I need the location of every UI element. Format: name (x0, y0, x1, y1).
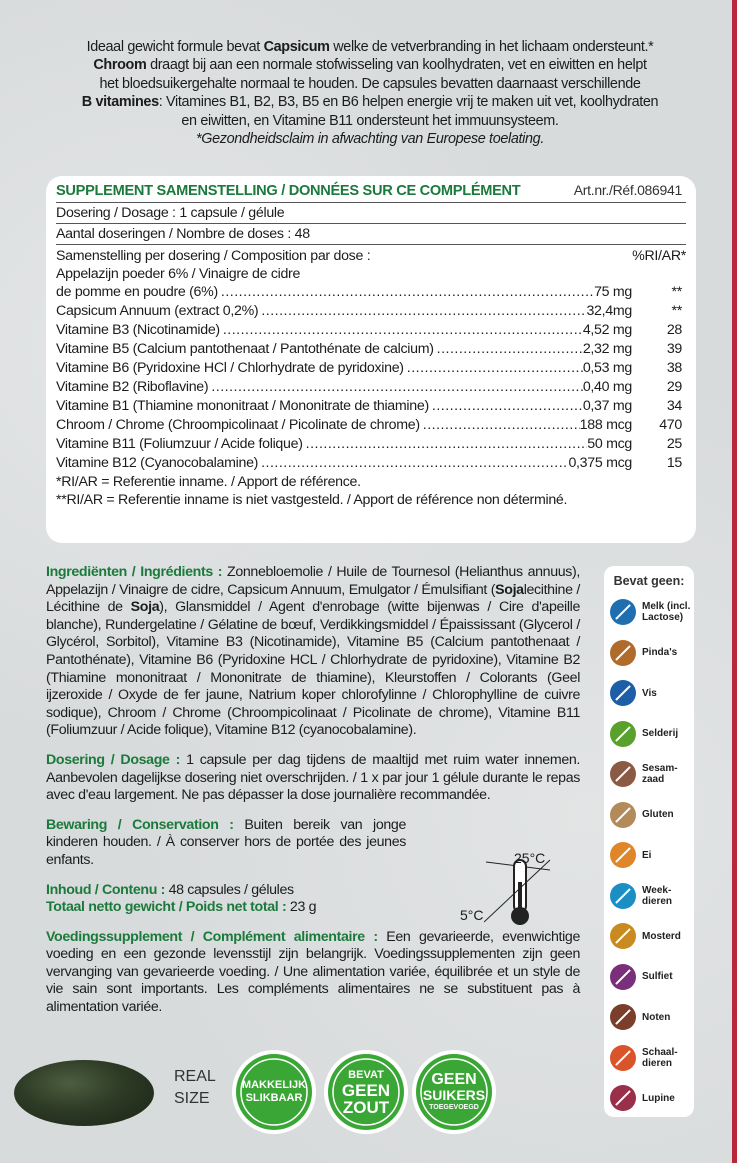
intro-text: Ideaal gewicht formule bevat Capsicum welke de vetverbranding in het lichaam ondersteunt.* Chroom draagt bij aan een normale stofwisseling van koolhydraten, vet en eiwitten en helpt het bloedsuikergehalte normaal te houden. De capsules bevatten daarnaast verschillende B vitamines: Vitamines B1, B2, B3, B5 en B6 helpen energie vrij te maken uit vet, koolhydraten en eiwitten, en Vitamine B11 ondersteunt het immuunsysteem. *Gezondheidsclaim in afwachting van Europese toelating. (81, 39, 659, 148)
nutrient-amount: 0,375 mcg (568, 455, 632, 471)
allergen-item (604, 835, 694, 876)
nutrient-row (56, 435, 686, 454)
allergen-item (604, 714, 694, 755)
allergen-label: Noten (642, 1011, 671, 1023)
allergen-label: Lupine (642, 1092, 675, 1104)
nutrient-amount: 0,53 mg (582, 360, 632, 376)
nutrient-name: Vitamine B12 (Cyanocobalamine) ..... (56, 454, 568, 473)
nutrient-ri: 29 (666, 379, 682, 395)
allergen-label: Sulfiet (642, 971, 673, 983)
doses-row: Aantal doseringen / Nombre de doses : 48 (56, 226, 310, 242)
nutrient-name: Vitamine B1 (Thiamine mononitraat / Mononitrate de thiamine) ..... (56, 397, 583, 416)
allergen-free-icon (610, 640, 636, 666)
allergen-item (604, 633, 694, 674)
allergen-item (604, 754, 694, 795)
nutrient-amount: 50 mcg (587, 436, 632, 452)
nutrient-name: Vitamine B11 (Foliumzuur / Acide folique) ..... (56, 435, 587, 454)
allergen-free-icon (610, 1004, 636, 1030)
allergen-free-icon (610, 1085, 636, 1111)
nutrient-name: Chroom / Chrome (Chroompicolinaat / Picolinate de chrome) ..... (56, 416, 580, 435)
allergen-label: Pinda's (642, 647, 678, 659)
nutrient-ri: 25 (666, 436, 682, 452)
min-temperature: 5°C (460, 907, 484, 923)
allergen-free-icon (610, 964, 636, 990)
nutrient-row (56, 454, 686, 473)
nutrient-row (56, 283, 686, 302)
badge-easy-swallow: MAKKELIJK SLIKBAAR (230, 1048, 318, 1136)
allergen-item (604, 997, 694, 1038)
storage-block: Bewaring / Conservation : Buiten bereik van jonge kinderen houden. / À conserver hors de portée des jeunes enfants. (46, 816, 406, 868)
allergen-label: Week-dieren (642, 884, 673, 907)
max-temperature: 25°C (514, 850, 546, 866)
allergen-free-icon (610, 1045, 636, 1071)
ingredients-section (46, 564, 580, 1029)
allergen-item (604, 673, 694, 714)
nutrient-ri: 39 (666, 341, 682, 357)
apple-vinegar-line: Appelazijn poeder 6% / Vinaigre de cidre (56, 266, 301, 282)
allergen-free-icon (610, 923, 636, 949)
nutrient-amount: 75 mg (594, 284, 632, 300)
allergen-item (604, 957, 694, 998)
allergen-item (604, 795, 694, 836)
allergen-label: Schaal-dieren (642, 1046, 678, 1069)
allergen-free-icon (610, 680, 636, 706)
allergen-free-icon (610, 802, 636, 828)
nutrient-ri: 15 (666, 455, 682, 471)
allergen-label: Gluten (642, 809, 674, 821)
badge-no-added-sugar: GEEN SUIKERS TOEGEVOEGD (410, 1048, 498, 1136)
nutrient-row (56, 302, 686, 321)
dosage-block: Dosering / Dosage : 1 capsule per dag tijdens de maaltijd met ruim water innemen. Aanbevolen dagelijkse dosering niet overschrijden. / 1 x par jour 1 gélule durante le repas avec d'eau largement. Ne pas dépasser la dose journalière recommandée. (46, 751, 580, 804)
thermometer-icon (460, 850, 554, 935)
article-number: Art.nr./Réf.086941 (573, 182, 682, 198)
nutrient-ri: 28 (666, 322, 682, 338)
nutrient-ri: 470 (659, 417, 682, 433)
nutrient-amount: 188 mcg (579, 417, 632, 433)
nutrient-row (56, 397, 686, 416)
composition-header: Samenstelling per dosering / Composition par dose : %RI/AR* (56, 248, 686, 264)
content-block: Inhoud / Contenu : 48 capsules / gélules Totaal netto gewicht / Poids net total : 23 g (46, 881, 317, 916)
dosage-row: Dosering / Dosage : 1 capsule / gélule (56, 205, 285, 221)
nutrient-amount: 4,52 mg (582, 322, 632, 338)
nutrient-row (56, 340, 686, 359)
allergen-label: Melk (incl. Lactose) (642, 601, 691, 624)
nutrient-table (56, 283, 686, 473)
nutrient-name: Vitamine B3 (Nicotinamide) ..... (56, 321, 583, 340)
supplement-block: Voedingssupplement / Complément alimentaire : Een gevarieerde, evenwichtige voeding en een gezonde levensstijl zijn belangrijk. Voedingssupplementen zijn geen vervanging van gevarieerde voeding. / Une alimentation variée, équilibrée et un style de vie sain sont importants. Les compléments alimentaires ne se substituent pas à alimentation variée. (46, 928, 580, 1016)
nutrient-ri: 34 (666, 398, 682, 414)
nutrient-ri: 38 (666, 360, 682, 376)
allergen-box (604, 566, 694, 1117)
allergen-item (604, 1038, 694, 1079)
allergen-label: Sesam-zaad (642, 763, 678, 786)
allergen-item (604, 1078, 694, 1119)
allergen-item (604, 876, 694, 917)
capsule-image (14, 1060, 154, 1126)
nutrient-ri: ** (671, 284, 682, 300)
allergen-item (604, 916, 694, 957)
nutrient-row (56, 359, 686, 378)
allergen-label: Vis (642, 687, 657, 699)
nutrient-row (56, 416, 686, 435)
nutrient-amount: 2,32 mg (582, 341, 632, 357)
nutrient-name: de pomme en poudre (6%) ..... (56, 283, 594, 302)
badge-no-salt: BEVAT GEEN ZOUT (322, 1048, 410, 1136)
supplement-facts-panel (46, 176, 696, 543)
allergen-title: Bevat geen: (613, 574, 685, 588)
nutrient-row (56, 378, 686, 397)
allergen-label: Ei (642, 849, 652, 861)
real-size-label: REAL SIZE (174, 1068, 216, 1107)
reference-note-1: *RI/AR = Referentie inname. / Apport de référence. (56, 474, 361, 490)
nutrient-ri: ** (671, 303, 682, 319)
allergen-free-icon (610, 883, 636, 909)
allergen-free-icon (610, 761, 636, 787)
nutrient-name: Vitamine B6 (Pyridoxine HCl / Chlorhydrate de pyridoxine) ..... (56, 359, 583, 378)
nutrient-name: Capsicum Annuum (extract 0,2%) ..... (56, 302, 586, 321)
nutrient-amount: 32,4mg (586, 303, 632, 319)
nutrient-amount: 0,40 mg (582, 379, 632, 395)
allergen-free-icon (610, 842, 636, 868)
allergen-free-icon (610, 599, 636, 625)
reference-note-2: **RI/AR = Referentie inname is niet vastgesteld. / Apport de référence non déterminé. (56, 492, 568, 508)
nutrient-name: Vitamine B5 (Calcium pantothenaat / Pantothénate de calcium) ..... (56, 340, 583, 359)
panel-title: SUPPLEMENT SAMENSTELLING / DONNÉES SUR CE COMPLÉMENT (56, 183, 521, 199)
allergen-free-icon (610, 721, 636, 747)
nutrient-row (56, 321, 686, 340)
allergen-item (604, 592, 694, 633)
allergen-label: Mosterd (642, 930, 681, 942)
nutrient-name: Vitamine B2 (Riboflavine) ..... (56, 378, 583, 397)
allergen-label: Selderij (642, 728, 679, 740)
ingredients-block: Ingrediënten / Ingrédients : Zonnebloemolie / Huile de Tournesol (Helianthus annuus), Appelazijn / Vinaigre de cidre, Capsicum Annuum, Emulgator / Émulsifiant (Sojalecithine / Lécithine de Soja), Glansmiddel / Agent d'enrobage (witte bijenwas / Cire d'apeille blanche), Rundergelatine / Gélatine de bœuf, Verdikkingsmiddel / Épaississant (Glycerol / Glycérol, Sorbitol), Vitamine B3 (Nicotinamide), Vitamine B5 (Calcium pantothenaat / Pantothénate), Vitamine B6 (Pyridoxine HCL / Chlorhydrate de pyridoxine), Vitamine B2 (Thiamine mononitraat / Mononitrate de thiamine), Kleurstoffen / Colorants (Geel ijzeroxide / Oxyde de fer jaune, Natrium koper chlorofylinne / Chlorophylline de cuivre sodique), Chroom / Chrome (Chroompicolinaat / Picolinate de chrome), Vitamine B11 (Foliumzuur / Acide folique), Vitamine B12 (cyanocobalamine). (46, 564, 581, 739)
nutrient-amount: 0,37 mg (582, 398, 632, 414)
